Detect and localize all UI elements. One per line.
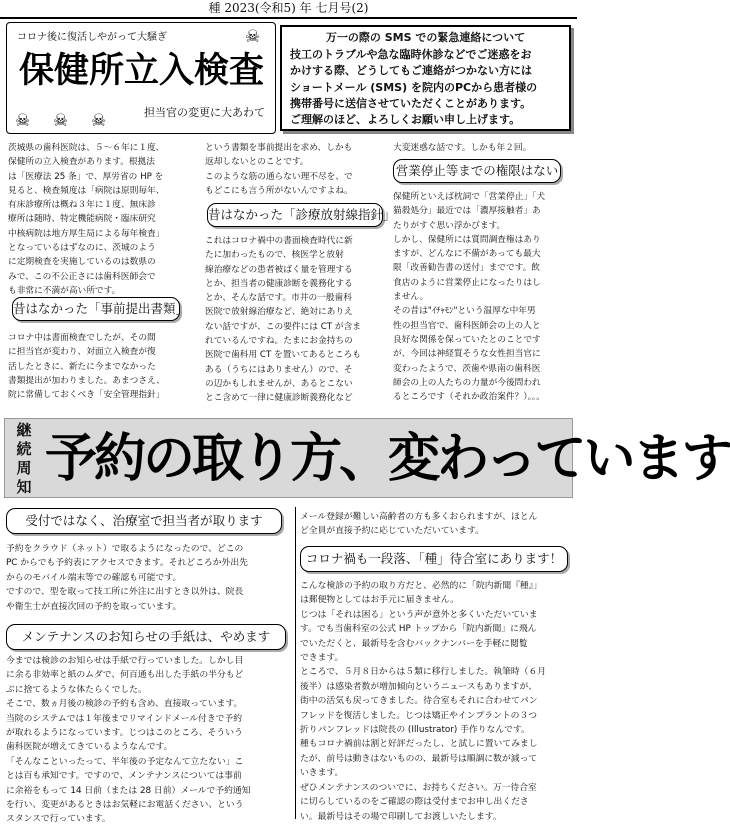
text-line: ある（うちにはありません）ので、そ [205, 364, 353, 375]
text-line: でいただくと、最新号を含むバックナンバーを手軽に閲覧 [300, 638, 528, 649]
subhead-no-suspension-power: 営業停止等までの権限はない [393, 159, 561, 183]
text-line: 活したときに、新たに今までなかった [8, 361, 156, 372]
text-line: を行い、変更があるときはお気軽にお電話ください、という [6, 800, 244, 811]
left-column-para2 [8, 331, 194, 411]
text-line: 返却しないとのことです。 [205, 157, 309, 168]
text-line: とこ含めて一律に健康診断義務化など [205, 393, 353, 404]
text-line: じつは「それは困る」という声が意外と多くいただいていま [300, 609, 538, 620]
notice-body [290, 47, 566, 128]
text-line: これはコロナ禍中の書面検査時代に新 [205, 236, 353, 246]
text-line: ですので、型を取って技工所に外注に出すとき以外は、院長 [6, 587, 244, 598]
skull-icon: ☠ [91, 111, 107, 131]
text-line: 歯科医院が増えてきているようなんです。 [6, 742, 173, 753]
text-line: たに加わったもので、核医学と放射 [205, 250, 344, 261]
text-line: 後半）は感染者数が増加傾向というニュースもありますが、 [300, 681, 538, 692]
middle-column-para2 [205, 234, 387, 410]
text-line: は「医療法 25 条」で、厚労省の HP を [8, 171, 164, 182]
text-line: ぜひメンテナンスのついでに、お持ちください。万一待合室 [300, 782, 537, 793]
text-line: フレッドを復活しました。じつは矯正やインプラントの３つ [300, 710, 538, 721]
text-line: 医院で放射線治療など、絶対にありえ [205, 307, 353, 318]
notice-line: かけする際、どうしてもご連絡がつかない方には [290, 64, 532, 78]
side-char: 知 [16, 478, 32, 496]
side-char: 続 [16, 440, 32, 458]
right-column-para2 [393, 190, 573, 410]
text-line: からのモバイル端末等での確認も可能です。 [6, 572, 182, 583]
middle-column-para1 [205, 141, 387, 201]
text-line: 大変迷惑な話です。しかも年２回。 [393, 143, 532, 153]
text-line: となっているはずなのに、茨城のよう [8, 243, 156, 254]
sms-notice-box [280, 25, 571, 131]
column-divider [295, 507, 296, 819]
text-line: ど全員が直接予約に応じていただいています。 [300, 526, 485, 537]
text-line: 線治療などの患者被ばく量を管理する [205, 264, 353, 275]
subhead-advance-documents: 昔はなかった「事前提出書類」 [12, 297, 180, 321]
left-column-para1 [8, 141, 194, 296]
text-line: 種もコロナ禍前は割と好評だったし、と試しに置いてみまし [300, 739, 538, 750]
text-line: 見ると、検査頻度は「病院は原則毎年、 [8, 185, 165, 196]
text-line: 院に常備しておくべき「安全管理指針」 [8, 390, 165, 401]
bottom-left-para1 [6, 542, 290, 618]
text-line: その昔は"ｲﾁｬﾓﾝ"という温厚な中年男 [393, 306, 536, 317]
text-line: ません。 [393, 292, 429, 303]
banner-headline: 予約の取り方、変わっています [45, 428, 730, 489]
text-line: 中核病院は地方厚生局による毎年検査」 [8, 228, 165, 239]
text-line: しかし、保健所には質問調査権はあり [393, 234, 541, 245]
text-line: 医院で歯科用 CT を置いてあるところも [205, 350, 361, 361]
text-line: 保健所の立入検査があります。根拠法 [8, 157, 155, 168]
feature-title-box [6, 22, 276, 134]
text-line: いきます。 [300, 768, 344, 779]
text-line: の辺かもしれませんが、あるとこない [205, 378, 353, 389]
skull-icon: ☠ [53, 111, 69, 131]
text-line: や衛生士が直接次回の予約を取っています。 [6, 601, 182, 612]
subhead-newsletter-waiting-room: コロナ禍も一段落、「種」待合室にあります！ [300, 546, 568, 572]
notice-line: ショートメール (SMS) を院内のPCから患者様の [290, 80, 538, 94]
feature-subtitle: 担当官の変更に大あわて [144, 106, 265, 119]
banner-side-label [11, 421, 37, 497]
reservation-banner [4, 418, 730, 498]
subhead-radiation-guideline: 昔はなかった「診療放射線指針」 [207, 203, 383, 227]
text-line: 「そんなこといったって、半年後の予定なんて立たない」こ [6, 756, 244, 767]
notice-title: 万一の際の SMS での緊急連絡について [325, 31, 526, 44]
subhead-booking-at-chair: 受付ではなく、治療室で担当者が取ります [6, 508, 282, 534]
text-line: に余る非効率と紙のムダで、何百通も出した手紙の半分もど [6, 670, 244, 681]
text-line: 師会の上の人たちの力量が今後問われ [393, 377, 541, 388]
text-line: に定期検査を実施しているのは数県の [8, 257, 156, 268]
side-char: 継 [16, 421, 32, 439]
text-line: PC からでも予約表にアクセスできます。それどころか外出先 [6, 558, 248, 569]
header-rule [0, 17, 577, 19]
text-line: 変わったようで、茨歯や県南の歯科医 [393, 363, 541, 374]
text-line: ない話ですが、この要件には CT が含ま [205, 321, 361, 332]
text-line: 性の担当官で、歯科医師会の上の人と [393, 320, 541, 331]
text-line: 有床診療所は概ね３年に１度、無床診 [8, 200, 156, 211]
text-line: たりがすぐ思い浮かびます。 [393, 220, 506, 231]
text-line: コロナ中は書面検査でしたが、その間 [8, 333, 156, 343]
text-line: 猫殺処分」最近では「濃厚接触者」あ [393, 206, 541, 217]
text-line: こんな検診の予約の取り方だと、必然的に「院内新聞『種』」 [300, 581, 542, 591]
text-line: スタンスで行っています。 [6, 814, 111, 825]
text-line: が、今回は神経質そうな女性担当官に [393, 349, 541, 360]
notice-line: 技工のトラブルや急な臨時休診などでご迷惑をお [290, 48, 532, 61]
text-line: という書類を事前提出を求め、しかも [205, 143, 353, 153]
text-line: も非常に不満が高い所です。 [8, 285, 121, 296]
subhead-stop-letters: メンテナンスのお知らせの手紙は、やめます [6, 624, 286, 650]
feature-kicker: コロナ後に復活しやがって大騒ぎ [17, 32, 167, 43]
issue-header: 種 2023(令和5) 年 七月号(2) [208, 1, 369, 15]
feature-title: 保健所立入検査 [19, 50, 265, 91]
text-line: い。最新号はその場で印刷してお渡しいたします。 [300, 811, 502, 822]
text-line: メール登録が難しい高齢者の方も多くおられますが、ほとん [300, 512, 538, 522]
text-line: できます。 [300, 653, 344, 664]
text-line: とは百も承知です。ですので、メンテナンスについては事前 [6, 771, 242, 782]
text-line: とか、担当者の健康診断を義務化する [205, 278, 353, 289]
text-line: 今までは検診のお知らせは手紙で行っていました。しかし目 [6, 656, 244, 666]
text-line: 書類提出が加わりました。あまつさえ、 [8, 375, 165, 386]
text-line: 予約をクラウド（ネット）で取るようになったので、どこの [6, 544, 244, 554]
text-line: るところです（それか政治案件？）。。。 [393, 392, 545, 403]
bottom-right-para2 [300, 579, 572, 823]
notice-line: 携帯番号に送信させていただくことがあります。 [290, 96, 532, 110]
text-line: とか、そんな話です。市井の一般歯科 [205, 293, 352, 304]
text-line: ますが、どんなに不備があっても最大 [393, 249, 541, 260]
text-line: 限「改善勧告書の送付」までです。飲 [393, 263, 540, 274]
bottom-left-para2 [6, 654, 290, 824]
text-line: に切らしているのをご確認の際は受付までお申し出くださ [300, 797, 529, 808]
skull-icon: ☠ [15, 111, 31, 131]
text-line: 茨城県の歯科医院は、５～６年に１度、 [8, 143, 165, 153]
notice-line: ご理解のほど、よろしくお願い申し上げます。 [290, 113, 521, 127]
text-line: このような筋の通らない理不尽を、で [205, 171, 353, 182]
text-line: ところで、５月８日からは５類に移行しました。執筆時（６月 [300, 667, 547, 678]
text-line: 折りパンフレッドは院長の (Illustrator) 手作りなんです。 [300, 725, 530, 736]
text-line: す。でも当歯科室の公式 HP トップから「院内新聞」に飛ん [300, 624, 537, 635]
text-line: そこで、数ヵ月後の検診の予約も含め、直接取っています。 [6, 699, 243, 710]
skull-icon: ☠ [245, 27, 261, 47]
text-line: 良好な関係を保っていたとのことです [393, 334, 541, 345]
bottom-right-para1 [300, 510, 572, 542]
text-line: 街中の活気も戻ってきました。待合室もそれに合わせてパン [300, 696, 538, 707]
text-line: 当院のシステムでは１年後までリマインドメール付きで予約 [6, 713, 243, 724]
text-line: 療所は随時、特定機能病院・臨床研究 [8, 214, 156, 225]
side-char: 周 [16, 459, 32, 477]
right-column-para1 [393, 141, 573, 157]
text-line: れているんですね。たまにお金持ちの [205, 336, 353, 347]
text-line: に余裕をもって 14 日前（または 28 日前）メールで予約通知 [6, 785, 251, 796]
text-line: もどこにも言う所がないんですよね。 [205, 185, 353, 196]
text-line: が取れるようになっています。じつはこのところ、そういう [6, 728, 243, 739]
text-line: たが、前号は動きはないものの、最新号は順調に数が減って [300, 753, 538, 764]
text-line: ぶに捨てるような体たらくでした。 [6, 684, 147, 695]
text-line: は郵便物としてはお手元に届きません。 [300, 595, 459, 606]
text-line: 保健所といえば枕詞で「営業停止」「犬 [393, 192, 546, 202]
text-line: 食店のように営業停止になったりはし [393, 277, 541, 288]
text-line: みで、この不公正さには歯科医師会で [8, 271, 156, 282]
text-line: に担当官が変わり、対面立入検査が復 [8, 347, 156, 358]
